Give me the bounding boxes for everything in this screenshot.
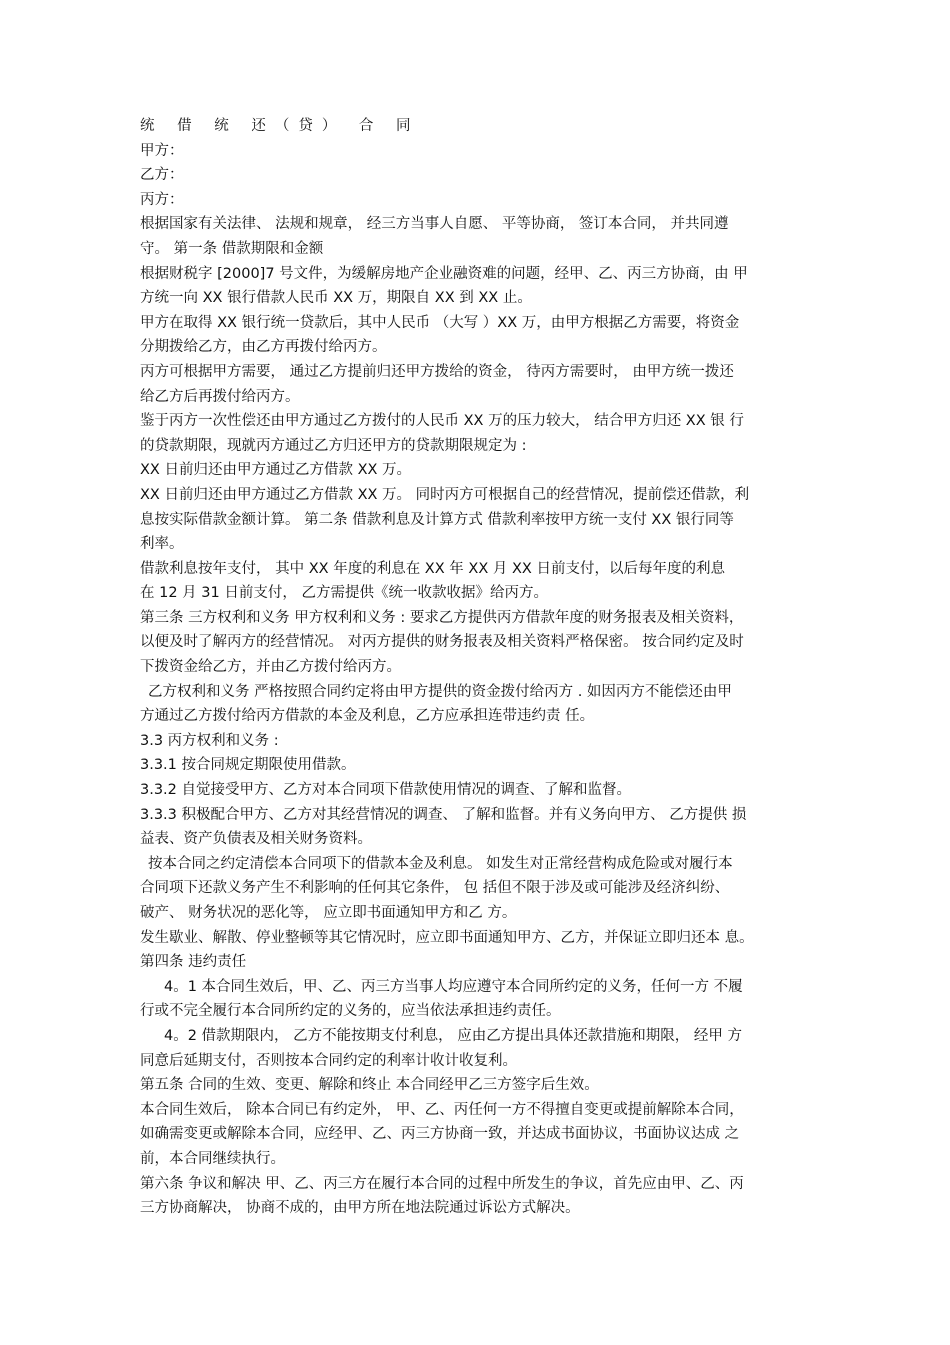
text-line: 分期拨给乙方，由乙方再拨付给丙方。 — [140, 339, 387, 356]
text-line: 破产、 财务状况的恶化等， 应立即书面通知甲方和乙 方。 — [140, 905, 517, 921]
party-c-line: 丙方： — [140, 191, 184, 208]
text-line: 以便及时了解丙方的经营情况。 对丙方提供的财务报表及相关资料严格保密。 按合同约定及时 — [140, 634, 744, 651]
text-line: 3.3.1 按合同规定期限使用借款。 — [140, 757, 356, 774]
text-line: 方统一向 XX 银行借款人民币 XX 万，期限自 XX 到 XX 止。 — [140, 290, 532, 307]
contract-document — [140, 114, 812, 1221]
text-line: 甲方在取得 XX 银行统一贷款后，其中人民币 （大写 ）XX 万，由甲方根据乙方需要，将资金 — [140, 314, 740, 331]
text-line: XX 日前归还由甲方通过乙方借款 XX 万。 — [140, 462, 412, 479]
text-line: 借款利息按年支付， 其中 XX 年度的利息在 XX 年 XX 月 XX 日前支付，以后每年度的利息 — [140, 560, 725, 577]
text-line: 如确需变更或解除本合同，应经甲、乙、丙三方协商一致，并达成书面协议，书面协议达成 之 — [140, 1126, 740, 1143]
text-line: 行或不完全履行本合同所约定的义务的，应当依法承担违约责任。 — [140, 1003, 561, 1020]
text-line: 4。1 本合同生效后，甲、乙、丙三方当事人均应遵守本合同所约定的义务，任何一方 不履 — [164, 978, 743, 995]
text-line: 发生歇业、解散、停业整顿等其它情况时，应立即书面通知甲方、乙方，并保证立即归还本 息。 — [140, 929, 754, 946]
party-b-line: 乙方： — [140, 167, 184, 184]
section-heading: 第四条 违约责任 — [140, 954, 247, 971]
text-line: 给乙方后再拨付给丙方。 — [140, 388, 300, 405]
text-line: 前，本合同继续执行。 — [140, 1150, 285, 1167]
text-line: 方通过乙方拨付给丙方借款的本金及利息，乙方应承担连带违约责 任。 — [140, 708, 595, 725]
text-line: 同意后延期支付，否则按本合同约定的利率计收计收复利。 — [140, 1052, 517, 1069]
text-line: 的贷款期限，现就丙方通过乙方归还甲方的贷款期限规定为 : — [140, 437, 527, 454]
text-line: 3.3 丙方权利和义务 : — [140, 732, 279, 749]
section-heading: 第六条 争议和解决 甲、乙、丙三方在履行本合同的过程中所发生的争议，首先应由甲、乙、丙 — [140, 1175, 744, 1192]
text-line: 利率。 — [140, 536, 184, 553]
text-line: 下拨资金给乙方，并由乙方拨付给丙方。 — [140, 659, 401, 676]
text-line: 乙方权利和义务 严格按照合同约定将由甲方提供的资金拨付给丙方 . 如因丙方不能偿还由甲 — [148, 683, 732, 700]
text-line: 鉴于丙方一次性偿还由甲方通过乙方拨付的人民币 XX 万的压力较大， 结合甲方归还 XX 银 行 — [140, 413, 744, 430]
text-line: 按本合同之约定清偿本合同项下的借款本金及利息。 如发生对正常经营构成危险或对履行本 — [148, 855, 733, 872]
text-line: 守。 第一条 借款期限和金额 — [140, 240, 324, 257]
text-line: 根据财税字 [2000]7 号文件，为缓解房地产企业融资难的问题，经甲、乙、丙三方协商，由 甲 — [140, 265, 748, 282]
text-line: 3.3.2 自觉接受甲方、乙方对本合同项下借款使用情况的调查、了解和监督。 — [140, 782, 632, 799]
text-line: 息按实际借款金额计算。 第二条 借款利息及计算方式 借款利率按甲方统一支付 XX 银行同等 — [140, 511, 734, 528]
text-line: 根据国家有关法律、 法规和规章， 经三方当事人自愿、 平等协商， 签订本合同， 并共同遵 — [140, 216, 729, 233]
text-line: 4。2 借款期限内， 乙方不能按期支付利息， 应由乙方提出具体还款措施和期限， 经甲 方 — [164, 1027, 742, 1044]
text-line: 本合同生效后， 除本合同已有约定外， 甲、乙、丙任何一方不得擅自变更或提前解除本合同， — [140, 1101, 744, 1118]
text-line: XX 日前归还由甲方通过乙方借款 XX 万。 同时丙方可根据自己的经营情况，提前偿还借款，利 — [140, 486, 750, 503]
document-title: 统 借 统 还（贷） 合 同 — [140, 118, 420, 134]
party-a-line: 甲方： — [140, 142, 184, 159]
text-line: 3.3.3 积极配合甲方、乙方对其经营情况的调查、 了解和监督。并有义务向甲方、 乙方提供 损 — [140, 806, 747, 823]
text-line: 三方协商解决， 协商不成的，由甲方所在地法院通过诉讼方式解决。 — [140, 1200, 580, 1217]
text-line: 在 12 月 31 日前支付， 乙方需提供《统一收款收据》给丙方。 — [140, 585, 548, 602]
text-line: 第三条 三方权利和义务 甲方权利和义务 : 要求乙方提供丙方借款年度的财务报表及相关资料， — [140, 609, 744, 626]
text-line: 合同项下还款义务产生不利影响的任何其它条件， 包 括但不限于涉及或可能涉及经济纠纷、 — [140, 880, 730, 897]
text-line: 益表、资产负债表及相关财务资料。 — [140, 831, 372, 848]
section-heading: 第五条 合同的生效、变更、解除和终止 本合同经甲乙三方签字后生效。 — [140, 1077, 599, 1094]
text-line: 丙方可根据甲方需要， 通过乙方提前归还甲方拨给的资金， 待丙方需要时， 由甲方统一拨还 — [140, 363, 734, 380]
